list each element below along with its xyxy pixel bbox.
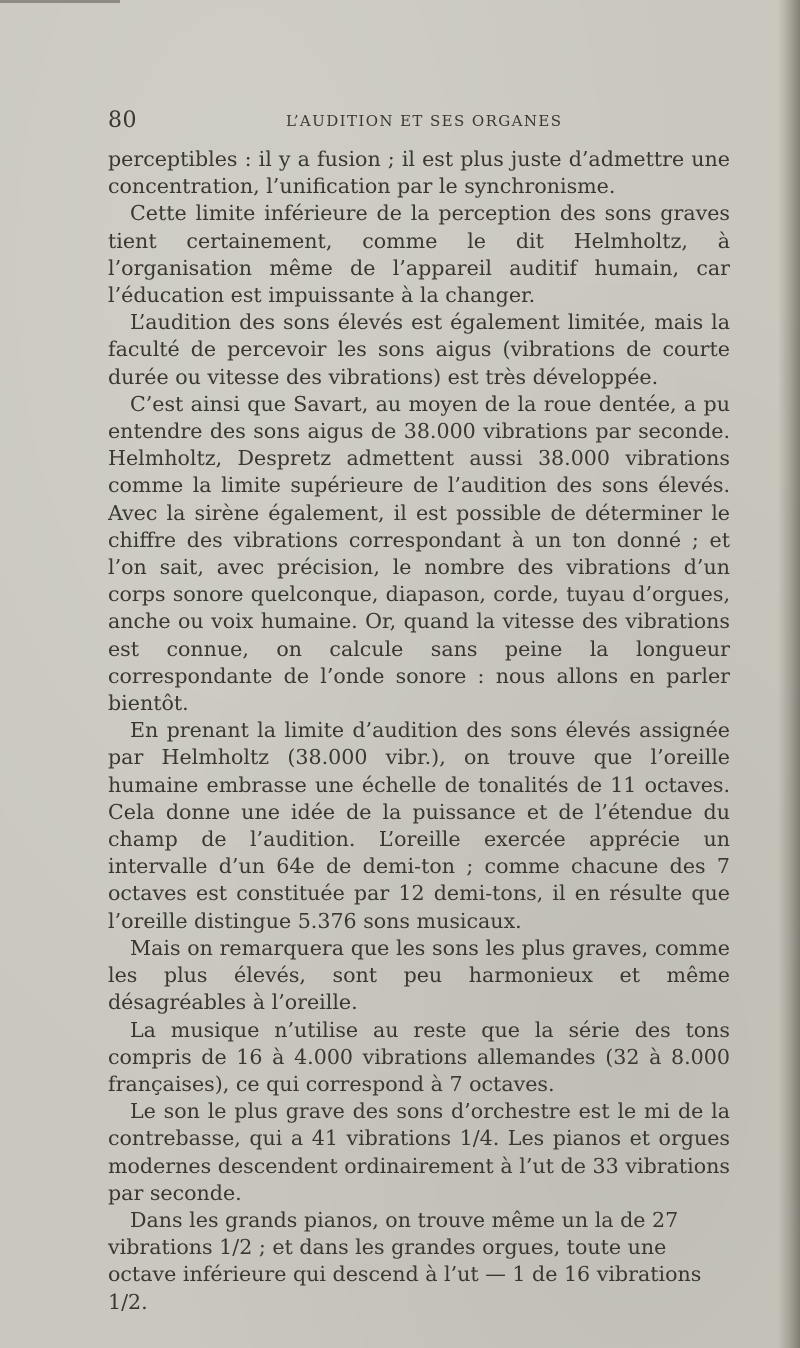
top-edge-rule [0, 0, 120, 3]
paragraph: Le son le plus grave des sons d’orchestre est le mi de la contrebasse, qui a 41 vibrations 1/4. Les pianos et orgues modernes descendent ordinairement à l’ut de 33 vibrations par seconde. [108, 1099, 730, 1205]
paragraph: C’est ainsi que Savart, au moyen de la roue dentée, a pu entendre des sons aigus de 38.000 vibrations par seconde. Helmholtz, Despretz admettent aussi 38.000 vibrations comme la limite supérieure de l’audition des sons élevés. Avec la sirène également, il est possible de déterminer le chiffre des vibrations correspondant à un ton donné ; et l’on sait, avec précision, le nombre des vibrations d’un corps sonore quelconque, diapason, corde, tuyau d’orgues, anche ou voix humaine. Or, quand la vitesse des vibrations est connue, on calcule sans peine la longueur correspondante de l’onde sonore : nous allons en parler bientôt. [108, 391, 730, 716]
paragraph: La musique n’utilise au reste que la série des tons compris de 16 à 4.000 vibrations allemandes (32 à 8.000 françaises), ce qui correspond à 7 octaves. [108, 1017, 730, 1096]
paragraph: Cette limite inférieure de la perception des sons graves tient certainement, comme le dit Helmholtz, à l’organisation même de l’appareil auditif humain, car l’éducation est impuissante à la changer. [108, 201, 730, 308]
page-number: 80 [108, 108, 137, 133]
page-edge-shadow [778, 0, 800, 1348]
paragraph: perceptibles : il y a fusion ; il est plus juste d’admettre une concentration, l’unification par le synchronisme. [108, 147, 730, 199]
paragraph: Dans les grands pianos, on trouve même un la de 27 vibrations 1/2 ; et dans les grandes orgues, toute une octave inférieure qui descend à l’ut — 1 de 16 vibrations 1/2. [108, 1207, 702, 1314]
paragraph: En prenant la limite d’audition des sons élevés assignée par Helmholtz (38.000 vibr.), on trouve que l’oreille humaine embrasse une échelle de tonalités de 11 octaves. Cela donne une idée de la puissance et de l’étendue du champ de l’audition. L’oreille exercée apprécie un intervalle d’un 64e de demi-ton ; comme chacune des 7 octaves est constituée par 12 demi-tons, il en résulte que l’oreille distingue 5.376 sons musicaux. [108, 718, 730, 933]
body-text [108, 146, 730, 1316]
page-header [108, 108, 730, 138]
paragraph: Mais on remarquera que les sons les plus graves, comme les plus élevés, sont peu harmonieux et même désagréables à l’oreille. [108, 935, 730, 1015]
running-title: L’AUDITION ET SES ORGANES [286, 112, 563, 130]
paragraph: L’audition des sons élevés est également limitée, mais la faculté de percevoir les sons aigus (vibrations de courte durée ou vitesse des vibrations) est très développée. [108, 310, 730, 389]
